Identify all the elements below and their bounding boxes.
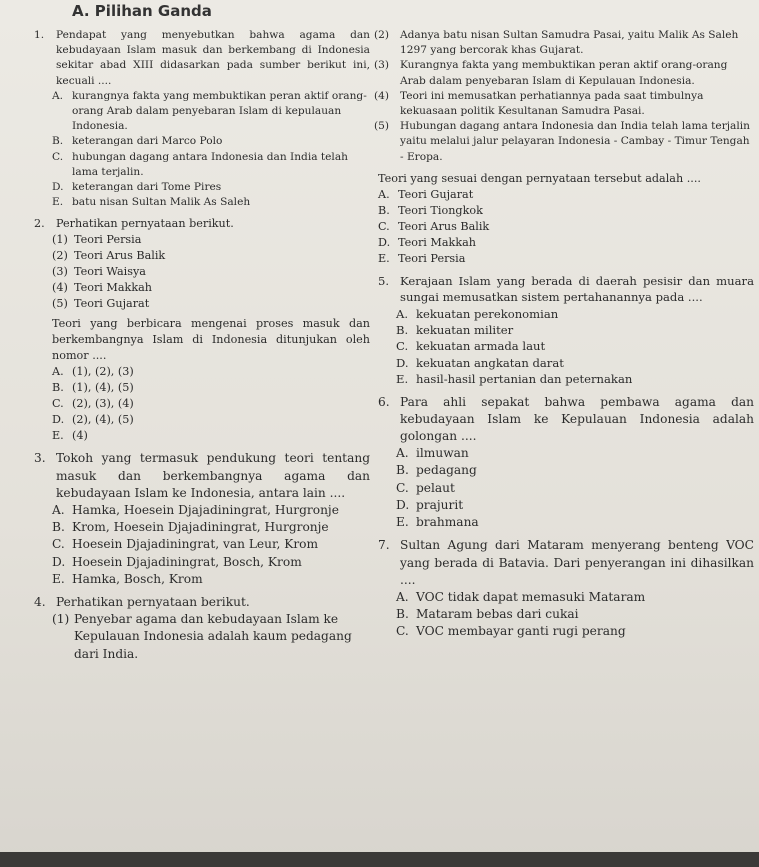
option-c[interactable]: C. (2), (3), (4) [52, 397, 134, 411]
question-2 [30, 216, 370, 444]
statement-item: (3) Teori Waisya [52, 265, 146, 279]
option-c[interactable]: C. pelaut [396, 480, 455, 495]
option-e[interactable]: E. hasil-hasil pertanian dan peternakan [396, 372, 633, 387]
question-stem: Sultan Agung dari Mataram menyerang benteng VOC yang berada di Batavia. Dari penyerangan ini dihasilkan .... [400, 538, 754, 587]
question-stem: Para ahli sepakat bahwa pembawa agama dan kebudayaan Islam ke Kepulauan Indonesia adalah golongan .... [400, 394, 754, 444]
option-b[interactable]: B. Krom, Hoesein Djajadiningrat, Hurgronje [52, 520, 329, 535]
question-stem: Tokoh yang termasuk pendukung teori tentang masuk dan berkembangnya agama dan kebudayaan Islam ke Indonesia, antara lain .... [56, 451, 370, 500]
option-a[interactable]: A. ilmuwan [396, 446, 469, 461]
question-number: 4. [34, 595, 46, 610]
option-c[interactable]: C. hubungan dagang antara Indonesia dan India telah lama terjalin. [52, 150, 348, 178]
question-1 [30, 28, 370, 210]
statement-list [52, 611, 370, 663]
statement-list [52, 232, 370, 312]
option-d[interactable]: D. Teori Makkah [378, 235, 476, 249]
option-b[interactable]: B. Mataram bebas dari cukai [396, 607, 579, 622]
page-bottom-edge [0, 852, 759, 867]
option-e[interactable]: E. Hamka, Bosch, Krom [52, 571, 203, 586]
question-number: 6. [378, 394, 390, 409]
option-b[interactable]: B. kekuatan militer [396, 323, 514, 338]
option-a[interactable]: A. Hamka, Hoesein Djajadiningrat, Hurgronje [52, 503, 339, 518]
statement-item: (1) Teori Persia [52, 233, 142, 247]
option-b[interactable]: B. (1), (4), (5) [52, 381, 134, 395]
question-3 [30, 450, 370, 588]
question-2-answer-block [374, 171, 754, 267]
question-stem: Kerajaan Islam yang berada di daerah pesisir dan muara sungai memusatkan sistem pertahanannya pada .... [400, 273, 754, 305]
option-d[interactable]: D. prajurit [396, 497, 464, 512]
option-a[interactable]: A. kurangnya fakta yang membuktikan peran aktif orang-orang Arab dalam penyebaran Islam di kepulauan Indonesia. [52, 89, 367, 133]
statement-item: (5) Teori Gujarat [52, 297, 150, 311]
option-e[interactable]: E. brahmana [396, 515, 479, 530]
option-e[interactable]: E. (4) [52, 429, 88, 443]
option-c[interactable]: C. Teori Arus Balik [378, 219, 490, 233]
right-column [374, 28, 754, 647]
left-column [30, 28, 370, 669]
option-c[interactable]: C. Hoesein Djajadiningrat, van Leur, Krom [52, 537, 319, 552]
question-5 [374, 273, 754, 388]
option-a[interactable]: A. kekuatan perekonomian [396, 306, 559, 321]
question-7 [374, 537, 754, 640]
question-stem: Pendapat yang menyebutkan bahwa agama dan kebudayaan Islam masuk dan berkembang di Indonesia sekitar abad XIII didasarkan pada sumber berikut ini, kecuali .... [56, 29, 370, 87]
question-number: 7. [378, 538, 390, 553]
question-number: 3. [34, 451, 46, 466]
section-heading: A. Pilihan Ganda [72, 2, 212, 20]
option-b[interactable]: B. keterangan dari Marco Polo [52, 135, 223, 148]
option-b[interactable]: B. Teori Tiongkok [378, 203, 483, 217]
option-b[interactable]: B. pedagang [396, 463, 477, 478]
statement-item: (1) Penyebar agama dan kebudayaan Islam ke Kepulauan Indonesia adalah kaum pedagang dari India. [52, 612, 352, 661]
option-a[interactable]: A. (1), (2), (3) [52, 365, 134, 379]
statement-item: (3) Kurangnya fakta yang membuktikan peran aktif orang-orang Arab dalam penyebaran Islam di Kepulauan Indonesia. [374, 59, 728, 87]
question-stem: Perhatikan pernyataan berikut. [56, 595, 250, 610]
question-1-statements [374, 28, 754, 165]
option-a[interactable]: A. VOC tidak dapat memasuki Mataram [396, 589, 646, 604]
option-c[interactable]: C. kekuatan armada laut [396, 339, 546, 354]
option-d[interactable]: D. Hoesein Djajadiningrat, Bosch, Krom [52, 554, 302, 569]
question-4 [30, 594, 370, 663]
question-continuation: Teori yang berbicara mengenai proses masuk dan berkembangnya Islam di Indonesia ditunjukan oleh nomor .... [52, 317, 370, 363]
statement-item: (5) Hubungan dagang antara Indonesia dan India telah lama terjalin yaitu melalui jalur pelayaran Indonesia - Cambay - Timur Tengah - Eropa. [374, 120, 750, 163]
statement-item: (2) Teori Arus Balik [52, 249, 166, 263]
question-stem: Perhatikan pernyataan berikut. [56, 217, 234, 231]
statement-item: (4) Teori ini memusatkan perhatiannya pada saat timbulnya kekuasaan politik Kesultanan Samudra Pasai. [374, 89, 704, 118]
question-lead: Teori yang sesuai dengan pernyataan tersebut adalah .... [378, 171, 701, 185]
question-number: 2. [34, 217, 45, 231]
option-d[interactable]: D. kekuatan angkatan darat [396, 355, 564, 370]
option-a[interactable]: A. Teori Gujarat [378, 187, 474, 201]
statement-item: (4) Teori Makkah [52, 281, 152, 295]
option-d[interactable]: D. keterangan dari Tome Pires [52, 181, 222, 194]
option-e[interactable]: E. Teori Persia [378, 251, 466, 265]
question-6 [374, 394, 754, 532]
option-c[interactable]: C. VOC membayar ganti rugi perang [396, 624, 626, 639]
statement-item: (2) Adanya batu nisan Sultan Samudra Pasai, yaitu Malik As Saleh 1297 yang bercorak khas Gujarat. [374, 29, 739, 57]
option-d[interactable]: D. (2), (4), (5) [52, 413, 134, 427]
option-e[interactable]: E. batu nisan Sultan Malik As Saleh [52, 196, 251, 209]
question-number: 5. [378, 273, 390, 288]
question-number: 1. [34, 29, 45, 41]
